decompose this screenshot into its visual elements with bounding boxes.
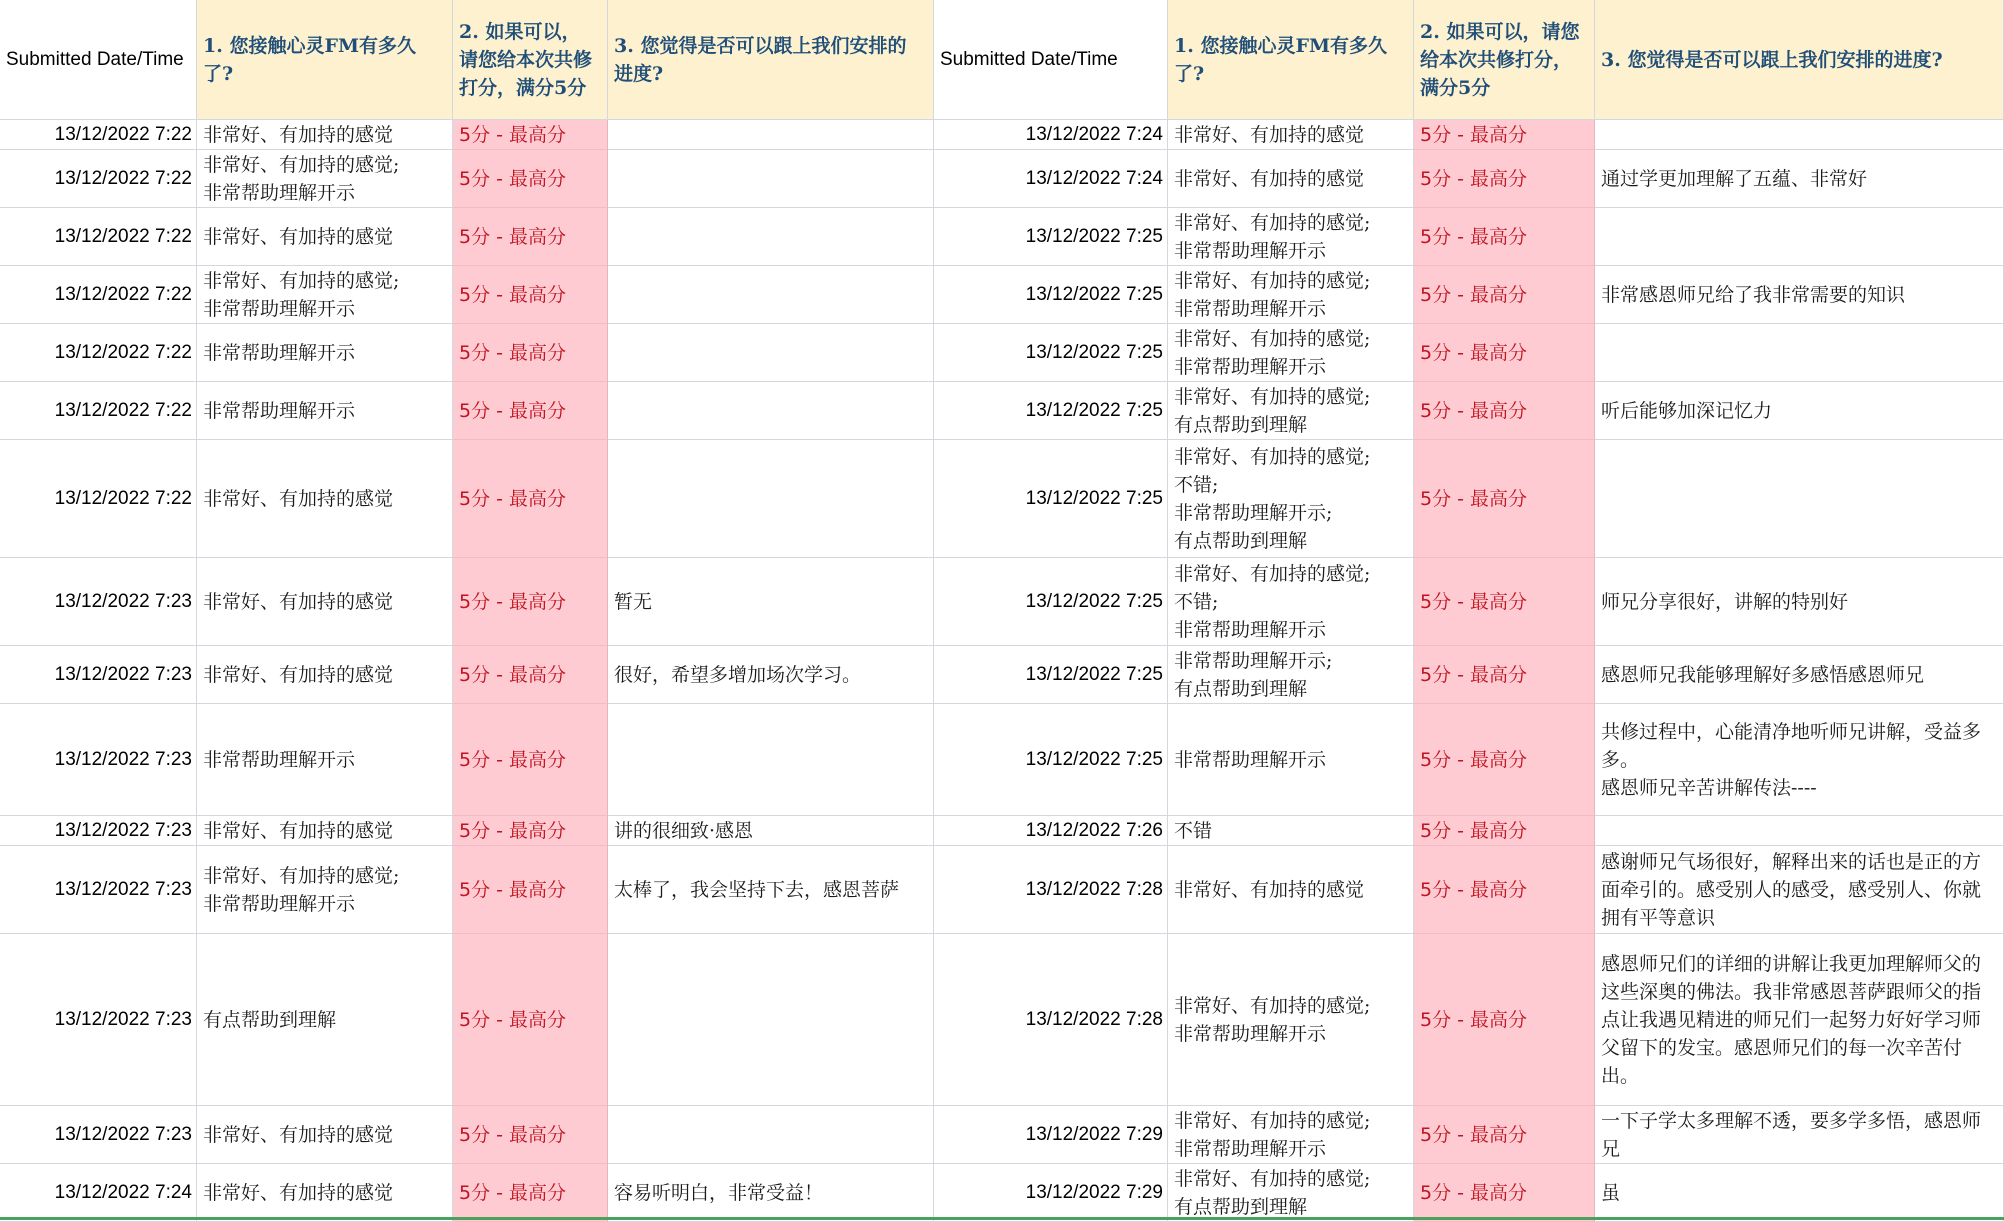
table-cell-r-q1[interactable] [1168,846,1414,934]
cell-text [614,208,927,265]
header-left-q3[interactable] [608,0,934,120]
cell-text: 虽 [1601,1181,1621,1204]
table-cell-r-q3[interactable] [1595,324,2004,382]
table-cell-r-q1[interactable] [1168,704,1414,816]
table-cell-l-date[interactable] [0,846,197,934]
cell-text: 13/12/2022 7:22 [54,167,192,189]
table-cell-r-date[interactable] [934,704,1168,816]
cell-text: 非常好、有加持的感觉; 非常帮助理解开示 [1174,1109,1371,1160]
table-cell-r-date[interactable] [934,846,1168,934]
cell-text [614,266,927,323]
table-cell-r-q1[interactable] [1168,934,1414,1106]
table-cell-l-q2[interactable] [453,846,608,934]
table-cell-r-q1[interactable] [1168,382,1414,440]
table-cell-r-q3[interactable] [1595,558,2004,646]
table-cell-l-q3[interactable] [608,816,934,846]
table-cell-l-q3[interactable] [608,558,934,646]
cell-text [614,324,927,381]
cell-text: 非常好、有加持的感觉 [1174,878,1365,901]
cell-text: 5分 - 最高分 [459,590,567,613]
table-cell-l-date[interactable] [0,324,197,382]
table-cell-r-q3[interactable] [1595,846,2004,934]
cell-text: 5分 - 最高分 [1420,878,1528,901]
table-cell-r-q2[interactable] [1414,1106,1595,1164]
table-cell-r-q3[interactable] [1595,704,2004,816]
cell-text: 非常好、有加持的感觉 [203,819,394,842]
cell-text: 讲的很细致·感恩 [614,819,754,842]
cell-text: 13/12/2022 7:24 [1025,167,1163,189]
cell-text: 13/12/2022 7:23 [54,663,192,685]
cell-text: 13/12/2022 7:24 [1025,123,1163,145]
cell-text [614,440,927,557]
cell-text: 13/12/2022 7:23 [54,819,192,841]
table-cell-l-q1[interactable] [197,440,453,558]
table-cell-r-q2[interactable] [1414,382,1595,440]
cell-text: 13/12/2022 7:22 [54,399,192,421]
table-cell-l-q1[interactable] [197,324,453,382]
cell-text: 非常好、有加持的感觉 [1174,123,1365,146]
cell-text [1601,324,1997,381]
table-cell-r-q1[interactable] [1168,440,1414,558]
cell-text: 5分 - 最高分 [459,225,567,248]
cell-text: 5分 - 最高分 [1420,487,1528,510]
cell-text: 非常好、有加持的感觉 [203,123,394,146]
cell-text: 5分 - 最高分 [459,748,567,771]
table-cell-r-q2[interactable] [1414,558,1595,646]
cell-text: 非常帮助理解开示 [203,399,356,422]
table-cell-l-q2[interactable] [453,934,608,1106]
table-cell-l-q3[interactable] [608,646,934,704]
cell-text: 13/12/2022 7:25 [1025,663,1163,685]
table-cell-l-q2[interactable] [453,1164,608,1222]
table-cell-l-q1[interactable] [197,1106,453,1164]
cell-text: 非常好、有加持的感觉; 非常帮助理解开示 [203,864,400,915]
table-cell-l-q3[interactable] [608,208,934,266]
table-cell-r-q2[interactable] [1414,324,1595,382]
cell-text: 5分 - 最高分 [1420,819,1528,842]
table-cell-r-q3[interactable] [1595,440,2004,558]
cell-text: 13/12/2022 7:28 [1025,1008,1163,1030]
table-cell-l-q2[interactable] [453,120,608,150]
header-right-date[interactable] [934,0,1168,120]
table-cell-l-q1[interactable] [197,558,453,646]
cell-text: 13/12/2022 7:22 [54,341,192,363]
table-cell-r-q1[interactable] [1168,646,1414,704]
table-cell-l-q2[interactable] [453,646,608,704]
header-right-q3-label: 3. 您觉得是否可以跟上我们安排的进度? [1601,48,1943,71]
table-cell-l-q3[interactable] [608,440,934,558]
table-cell-l-q1[interactable] [197,646,453,704]
cell-text: 非常好、有加持的感觉 [203,487,394,510]
cell-text: 容易听明白，非常受益！ [614,1181,824,1204]
cell-text: 感恩师兄我能够理解好多感悟感恩师兄 [1601,663,1925,686]
cell-text: 13/12/2022 7:29 [1025,1123,1163,1145]
table-cell-r-q2[interactable] [1414,440,1595,558]
table-cell-r-date[interactable] [934,816,1168,846]
table-cell-r-q3[interactable] [1595,1106,2004,1164]
table-cell-l-q3[interactable] [608,846,934,934]
header-left-q3-label: 3. 您觉得是否可以跟上我们安排的进度? [614,34,907,85]
table-cell-r-q2[interactable] [1414,646,1595,704]
cell-text: 非常好、有加持的感觉 [203,1123,394,1146]
cell-text [1601,816,1997,845]
cell-text [1601,440,1997,557]
table-cell-r-q2[interactable] [1414,934,1595,1106]
cell-text: 5分 - 最高分 [459,819,567,842]
cell-text: 5分 - 最高分 [459,1123,567,1146]
cell-text: 13/12/2022 7:23 [54,878,192,900]
table-cell-l-q3[interactable] [608,150,934,208]
table-cell-l-date[interactable] [0,440,197,558]
cell-text: 不错 [1174,819,1213,842]
table-cell-r-q2[interactable] [1414,208,1595,266]
header-left-q1[interactable] [197,0,453,120]
table-cell-r-q1[interactable] [1168,1164,1414,1222]
cell-text: 13/12/2022 7:25 [1025,748,1163,770]
cell-text: 13/12/2022 7:23 [54,1123,192,1145]
table-cell-r-q1[interactable] [1168,120,1414,150]
table-cell-r-q2[interactable] [1414,846,1595,934]
cell-text: 非常好、有加持的感觉 [1174,167,1365,190]
table-cell-r-q2[interactable] [1414,120,1595,150]
cell-text: 感恩师兄们的详细的讲解让我更加理解师父的这些深奥的佛法。我非常感恩菩萨跟师父的指点让我遇见精进的师兄们一起努力好好学习师父留下的发宝。感恩师兄们的每一次辛苦付出。 [1601,952,1982,1087]
cell-text [1601,120,1997,149]
header-left-q2[interactable] [453,0,608,120]
cell-text: 非常好、有加持的感觉; 非常帮助理解开示 [1174,994,1371,1045]
table-cell-l-q2[interactable] [453,208,608,266]
cell-text: 非常好、有加持的感觉; 非常帮助理解开示 [203,153,400,204]
table-cell-l-q1[interactable] [197,120,453,150]
table-cell-l-q1[interactable] [197,266,453,324]
header-left-q1-label: 1. 您接触心灵FM有多久了? [203,34,416,85]
cell-text: 太棒了，我会坚持下去，感恩菩萨 [614,878,900,901]
table-cell-l-date[interactable] [0,558,197,646]
table-cell-l-date[interactable] [0,1106,197,1164]
table-cell-l-q3[interactable] [608,382,934,440]
cell-text: 非常好、有加持的感觉; 非常帮助理解开示 [203,269,400,320]
cell-text: 非常好、有加持的感觉 [203,225,394,248]
table-cell-r-date[interactable] [934,1106,1168,1164]
table-cell-l-q3[interactable] [608,1164,934,1222]
cell-text: 5分 - 最高分 [459,878,567,901]
table-cell-r-q1[interactable] [1168,1106,1414,1164]
cell-text: 共修过程中，心能清净地听师兄讲解，受益多多。 感恩师兄辛苦讲解传法---- [1601,720,1982,799]
table-cell-l-q2[interactable] [453,382,608,440]
cell-text: 一下子学太多理解不透，要多学多悟，感恩师兄 [1601,1109,1982,1160]
cell-text: 13/12/2022 7:28 [1025,878,1163,900]
cell-text: 非常帮助理解开示 [203,748,356,771]
table-cell-l-date[interactable] [0,1164,197,1222]
cell-text: 13/12/2022 7:25 [1025,283,1163,305]
cell-text: 5分 - 最高分 [1420,748,1528,771]
table-cell-r-q3[interactable] [1595,1164,2004,1222]
cell-text: 13/12/2022 7:23 [54,748,192,770]
cell-text: 13/12/2022 7:25 [1025,590,1163,612]
cell-text: 13/12/2022 7:26 [1025,819,1163,841]
cell-text: 5分 - 最高分 [459,123,567,146]
table-cell-r-date[interactable] [934,382,1168,440]
table-cell-l-date[interactable] [0,934,197,1106]
cell-text: 13/12/2022 7:23 [54,590,192,612]
cell-text: 有点帮助到理解 [203,1008,337,1031]
cell-text [614,1106,927,1163]
cell-text: 13/12/2022 7:22 [54,123,192,145]
table-cell-r-q3[interactable] [1595,266,2004,324]
cell-text: 非常帮助理解开示 [203,341,356,364]
table-cell-l-q1[interactable] [197,704,453,816]
cell-text: 非常好、有加持的感觉; 非常帮助理解开示 [1174,211,1371,262]
table-cell-r-q2[interactable] [1414,266,1595,324]
cell-text: 5分 - 最高分 [1420,167,1528,190]
cell-text: 非常好、有加持的感觉; 有点帮助到理解 [1174,1167,1371,1218]
table-cell-r-q2[interactable] [1414,1164,1595,1222]
table-cell-r-q1[interactable] [1168,150,1414,208]
table-cell-l-date[interactable] [0,816,197,846]
header-right-q1-label: 1. 您接触心灵FM有多久了? [1174,34,1387,85]
table-cell-r-q1[interactable] [1168,266,1414,324]
table-cell-l-q1[interactable] [197,150,453,208]
cell-text: 5分 - 最高分 [1420,283,1528,306]
table-cell-r-q2[interactable] [1414,704,1595,816]
table-cell-l-q1[interactable] [197,382,453,440]
table-cell-l-q2[interactable] [453,324,608,382]
header-left-date[interactable] [0,0,197,120]
cell-text: 师兄分享很好，讲解的特别好 [1601,590,1849,613]
cell-text: 5分 - 最高分 [1420,225,1528,248]
table-cell-r-q3[interactable] [1595,934,2004,1106]
cell-text: 非常好、有加持的感觉; 非常帮助理解开示 [1174,327,1371,378]
cell-text: 非常帮助理解开示 [1174,748,1327,771]
table-cell-l-date[interactable] [0,382,197,440]
cell-text: 非常好、有加持的感觉; 不错; 非常帮助理解开示 [1174,562,1371,641]
cell-text [614,382,927,439]
table-cell-l-q2[interactable] [453,704,608,816]
table-cell-r-date[interactable] [934,646,1168,704]
table-cell-r-q3[interactable] [1595,150,2004,208]
table-cell-l-q2[interactable] [453,440,608,558]
table-cell-r-date[interactable] [934,558,1168,646]
table-cell-l-q1[interactable] [197,1164,453,1222]
header-right-q2[interactable] [1414,0,1595,120]
table-cell-l-date[interactable] [0,150,197,208]
cell-text: 非常好、有加持的感觉; 不错; 非常帮助理解开示; 有点帮助到理解 [1174,445,1371,552]
header-left-q2-label: 2. 如果可以，请您给本次共修打分，满分5分 [459,20,593,99]
cell-text: 5分 - 最高分 [1420,123,1528,146]
cell-text: 5分 - 最高分 [459,283,567,306]
table-cell-r-q3[interactable] [1595,208,2004,266]
cell-text: 5分 - 最高分 [459,487,567,510]
cell-text: 13/12/2022 7:22 [54,225,192,247]
cell-text: 13/12/2022 7:25 [1025,399,1163,421]
cell-text: 5分 - 最高分 [1420,663,1528,686]
cell-text: 非常好、有加持的感觉 [203,590,394,613]
table-cell-r-date[interactable] [934,440,1168,558]
header-right-q3[interactable] [1595,0,2004,120]
cell-text: 非常好、有加持的感觉; 有点帮助到理解 [1174,385,1371,436]
cell-text: 5分 - 最高分 [1420,590,1528,613]
table-cell-l-q1[interactable] [197,816,453,846]
table-cell-r-date[interactable] [934,324,1168,382]
table-cell-r-q3[interactable] [1595,816,2004,846]
cell-text: 13/12/2022 7:22 [54,283,192,305]
cell-text: 感谢师兄气场很好，解释出来的话也是正的方面牵引的。感受别人的感受，感受别人、你就拥有平等意识 [1601,850,1982,929]
table-cell-r-date[interactable] [934,120,1168,150]
header-right-date-label: Submitted Date/Time [940,48,1118,70]
table-cell-l-date[interactable] [0,266,197,324]
cell-text: 非常好、有加持的感觉; 非常帮助理解开示 [1174,269,1371,320]
table-cell-l-q3[interactable] [608,704,934,816]
cell-text: 5分 - 最高分 [1420,399,1528,422]
table-cell-r-q1[interactable] [1168,816,1414,846]
header-right-q2-label: 2. 如果可以，请您给本次共修打分，满分5分 [1420,20,1580,99]
table-cell-l-date[interactable] [0,208,197,266]
cell-text: 13/12/2022 7:23 [54,1008,192,1030]
table-cell-l-q1[interactable] [197,846,453,934]
cell-text: 非常好、有加持的感觉 [203,663,394,686]
cell-text [614,934,927,1105]
table-cell-r-date[interactable] [934,266,1168,324]
table-cell-l-date[interactable] [0,120,197,150]
table-cell-r-q1[interactable] [1168,208,1414,266]
cell-text: 5分 - 最高分 [459,663,567,686]
table-cell-l-q2[interactable] [453,558,608,646]
table-cell-l-q3[interactable] [608,266,934,324]
cell-text: 非常帮助理解开示; 有点帮助到理解 [1174,649,1333,700]
table-cell-l-date[interactable] [0,704,197,816]
table-cell-r-date[interactable] [934,934,1168,1106]
table-cell-r-q3[interactable] [1595,646,2004,704]
table-cell-l-q1[interactable] [197,208,453,266]
cell-text [614,120,927,149]
table-cell-r-date[interactable] [934,1164,1168,1222]
header-right-q1[interactable] [1168,0,1414,120]
table-cell-r-q2[interactable] [1414,150,1595,208]
table-cell-l-q3[interactable] [608,324,934,382]
table-cell-l-q2[interactable] [453,266,608,324]
table-cell-r-q3[interactable] [1595,382,2004,440]
cell-text [614,704,927,815]
cell-text: 非常感恩师兄给了我非常需要的知识 [1601,283,1906,306]
cell-text: 5分 - 最高分 [1420,1008,1528,1031]
cell-text [1601,208,1997,265]
cell-text: 听后能够加深记忆力 [1601,399,1773,422]
table-cell-r-q1[interactable] [1168,558,1414,646]
table-cell-r-q1[interactable] [1168,324,1414,382]
cell-text: 13/12/2022 7:22 [54,487,192,509]
cell-text: 5分 - 最高分 [459,399,567,422]
table-cell-l-q2[interactable] [453,150,608,208]
cell-text: 5分 - 最高分 [459,167,567,190]
cell-text: 13/12/2022 7:25 [1025,225,1163,247]
cell-text: 非常好、有加持的感觉 [203,1181,394,1204]
cell-text: 13/12/2022 7:29 [1025,1181,1163,1203]
table-cell-l-q3[interactable] [608,1106,934,1164]
table-cell-l-q3[interactable] [608,120,934,150]
cell-text: 5分 - 最高分 [459,1008,567,1031]
table-cell-l-date[interactable] [0,646,197,704]
cell-text: 5分 - 最高分 [1420,1181,1528,1204]
cell-text: 13/12/2022 7:24 [54,1181,192,1203]
cell-text [614,150,927,207]
table-cell-l-q2[interactable] [453,816,608,846]
cell-text: 暂无 [614,590,653,613]
cell-text: 13/12/2022 7:25 [1025,487,1163,509]
cell-text: 很好，希望多增加场次学习。 [614,663,862,686]
cell-text: 5分 - 最高分 [459,1181,567,1204]
table-cell-r-q3[interactable] [1595,120,2004,150]
table-cell-r-date[interactable] [934,150,1168,208]
cell-text: 5分 - 最高分 [1420,341,1528,364]
cell-text: 5分 - 最高分 [459,341,567,364]
cell-text: 通过学更加理解了五蕴、非常好 [1601,167,1868,190]
table-cell-l-q1[interactable] [197,934,453,1106]
header-left-date-label: Submitted Date/Time [6,48,184,70]
cell-text: 13/12/2022 7:25 [1025,341,1163,363]
table-cell-r-q2[interactable] [1414,816,1595,846]
table-cell-l-q2[interactable] [453,1106,608,1164]
table-cell-r-date[interactable] [934,208,1168,266]
cell-text: 5分 - 最高分 [1420,1123,1528,1146]
table-cell-l-q3[interactable] [608,934,934,1106]
